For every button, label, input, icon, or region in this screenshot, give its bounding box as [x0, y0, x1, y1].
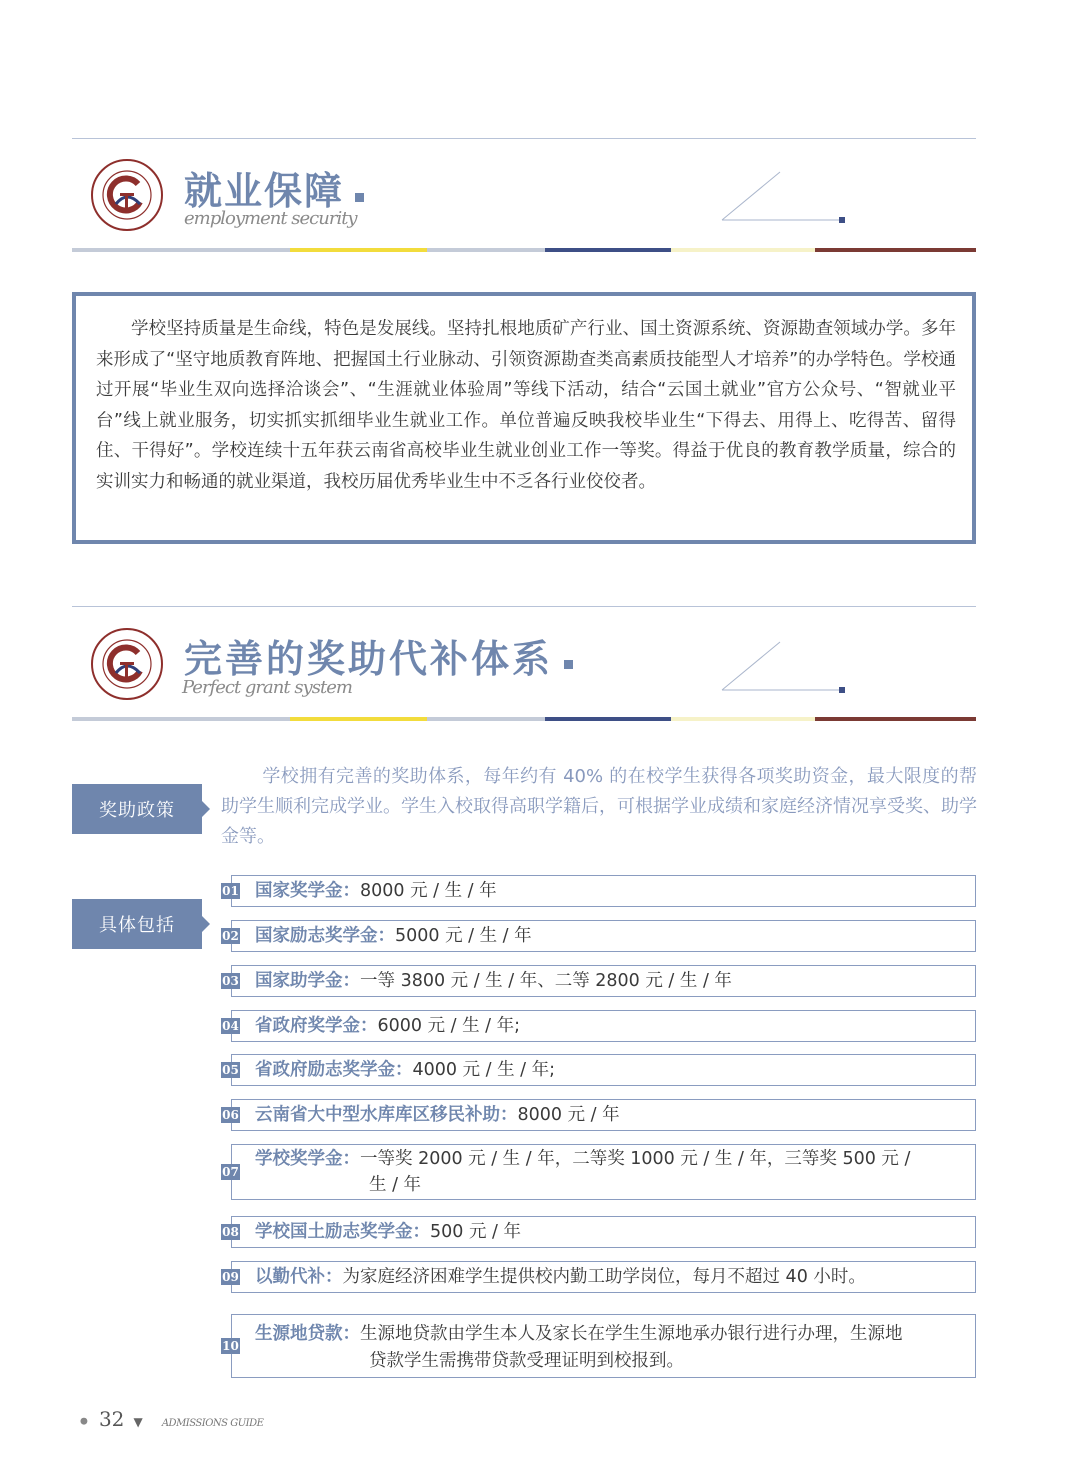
triangle-down-icon: ▼ [133, 1415, 143, 1429]
grant-item-name: 学校奖学金： [255, 1149, 360, 1169]
school-logo-icon [90, 158, 164, 232]
grant-item-value: 4000 元 / 生 / 年; [412, 1060, 556, 1080]
policy-tag: 奖助政策 [72, 784, 202, 834]
grant-item-value-continued: 生 / 年 [369, 1175, 422, 1195]
section1-title: 就业保障 [184, 169, 345, 213]
page-footer [80, 1407, 263, 1431]
section1-subtitle: employment security [184, 208, 357, 229]
employment-text-frame [72, 292, 976, 544]
section2-title-dot [564, 660, 573, 669]
page-number: 32 [98, 1407, 125, 1431]
grant-item-text [255, 1057, 555, 1083]
grant-item-name: 省政府励志奖学金： [255, 1060, 413, 1080]
grant-item-name: 以勤代补： [255, 1267, 343, 1287]
grant-item-name: 国家助学金： [255, 971, 360, 991]
school-logo-icon [90, 627, 164, 701]
section2-corner-decoration [718, 638, 850, 696]
section2-color-stripe [72, 717, 976, 721]
grant-item-number: 06 [222, 1108, 239, 1122]
grant-item-value: 为家庭经济困难学生提供校内勤工助学岗位，每月不超过 40 小时。 [342, 1267, 866, 1287]
grant-item-value: 8000 元 / 年 [517, 1105, 620, 1125]
section2-top-rule [72, 606, 976, 607]
section2-subtitle: Perfect grant system [182, 677, 352, 698]
section1-color-stripe [72, 248, 976, 252]
grant-item-text [255, 968, 732, 994]
section1-corner-decoration [718, 168, 850, 226]
grant-item-text [255, 878, 497, 904]
grant-item-number: 03 [222, 974, 239, 988]
grant-item-name: 国家奖学金： [255, 881, 360, 901]
employment-paragraph: 学校坚持质量是生命线，特色是发展线。坚持扎根地质矿产行业、国土资源系统、资源勘查领域办学。多年来形成了“坚守地质教育阵地、把握国土行业脉动、引领资源勘查类高素质技能型人才培养”的办学特色。学校通过开展“毕业生双向选择洽谈会”、“生涯就业体验周”等线下活动，结合“云国土就业”官方公众号、“智就业平台”线上就业服务，切实抓实抓细毕业生就业工作。单位普遍反映我校毕业生“下得去、用得上、吃得苦、留得住、干得好”。学校连续十五年获云南省高校毕业生就业创业工作一等奖。得益于优良的教育教学质量，综合的实训实力和畅通的就业渠道，我校历届优秀毕业生中不乏各行业佼佼者。 [96, 319, 956, 492]
grant-item-name: 云南省大中型水库库区移民补助： [255, 1105, 518, 1125]
section1-top-rule [72, 138, 976, 139]
grant-item-name: 生源地贷款： [255, 1324, 360, 1344]
grant-intro-paragraph: 学校拥有完善的奖助体系，每年约有 40% 的在校学生获得各项奖助资金，最大限度的帮助学生顺利完成学业。学生入校取得高职学籍后，可根据学业成绩和家庭经济情况享受奖、助学金等。 [221, 766, 977, 847]
grant-item-text [255, 1102, 620, 1128]
grant-item-text [255, 1321, 903, 1347]
guide-label: ADMISSIONS GUIDE [161, 1418, 264, 1429]
grant-item-value: 5000 元 / 生 / 年 [395, 926, 532, 946]
grant-item-value: 一等 3800 元 / 生 / 年、二等 2800 元 / 生 / 年 [360, 971, 732, 991]
grant-item-value: 生源地贷款由学生本人及家长在学生生源地承办银行进行办理，生源地 [360, 1324, 903, 1344]
grant-item-value: 一等奖 2000 元 / 生 / 年，二等奖 1000 元 / 生 / 年，三等奖 500 元 / [360, 1149, 911, 1169]
grant-item-text [255, 1146, 910, 1172]
grant-item-number: 09 [222, 1270, 239, 1284]
grant-item-text [255, 1264, 866, 1290]
section2-title: 完善的奖助代补体系 [184, 637, 554, 681]
grant-item-number: 05 [222, 1063, 239, 1077]
grant-item-text [255, 1219, 521, 1245]
grant-item-number: 10 [222, 1339, 239, 1353]
grant-item-value: 6000 元 / 生 / 年; [377, 1016, 521, 1036]
items-tag: 具体包括 [72, 899, 202, 949]
grant-item-text [255, 1013, 520, 1039]
grant-item-value: 8000 元 / 生 / 年 [360, 881, 497, 901]
grant-item-number: 04 [222, 1019, 239, 1033]
grant-item-name: 学校国土励志奖学金： [255, 1222, 430, 1242]
grant-item-text [255, 923, 532, 949]
grant-item-number: 07 [222, 1165, 239, 1179]
grant-item-name: 国家励志奖学金： [255, 926, 395, 946]
footer-dot: ● [80, 1416, 88, 1427]
grant-item-number: 08 [222, 1225, 239, 1239]
section1-title-dot [355, 193, 364, 202]
grant-item-value: 500 元 / 年 [430, 1222, 521, 1242]
grant-item-number: 01 [222, 884, 239, 898]
grant-item-number: 02 [222, 929, 239, 943]
grant-item-value-continued: 贷款学生需携带贷款受理证明到校报到。 [369, 1351, 684, 1371]
grant-item-name: 省政府奖学金： [255, 1016, 378, 1036]
